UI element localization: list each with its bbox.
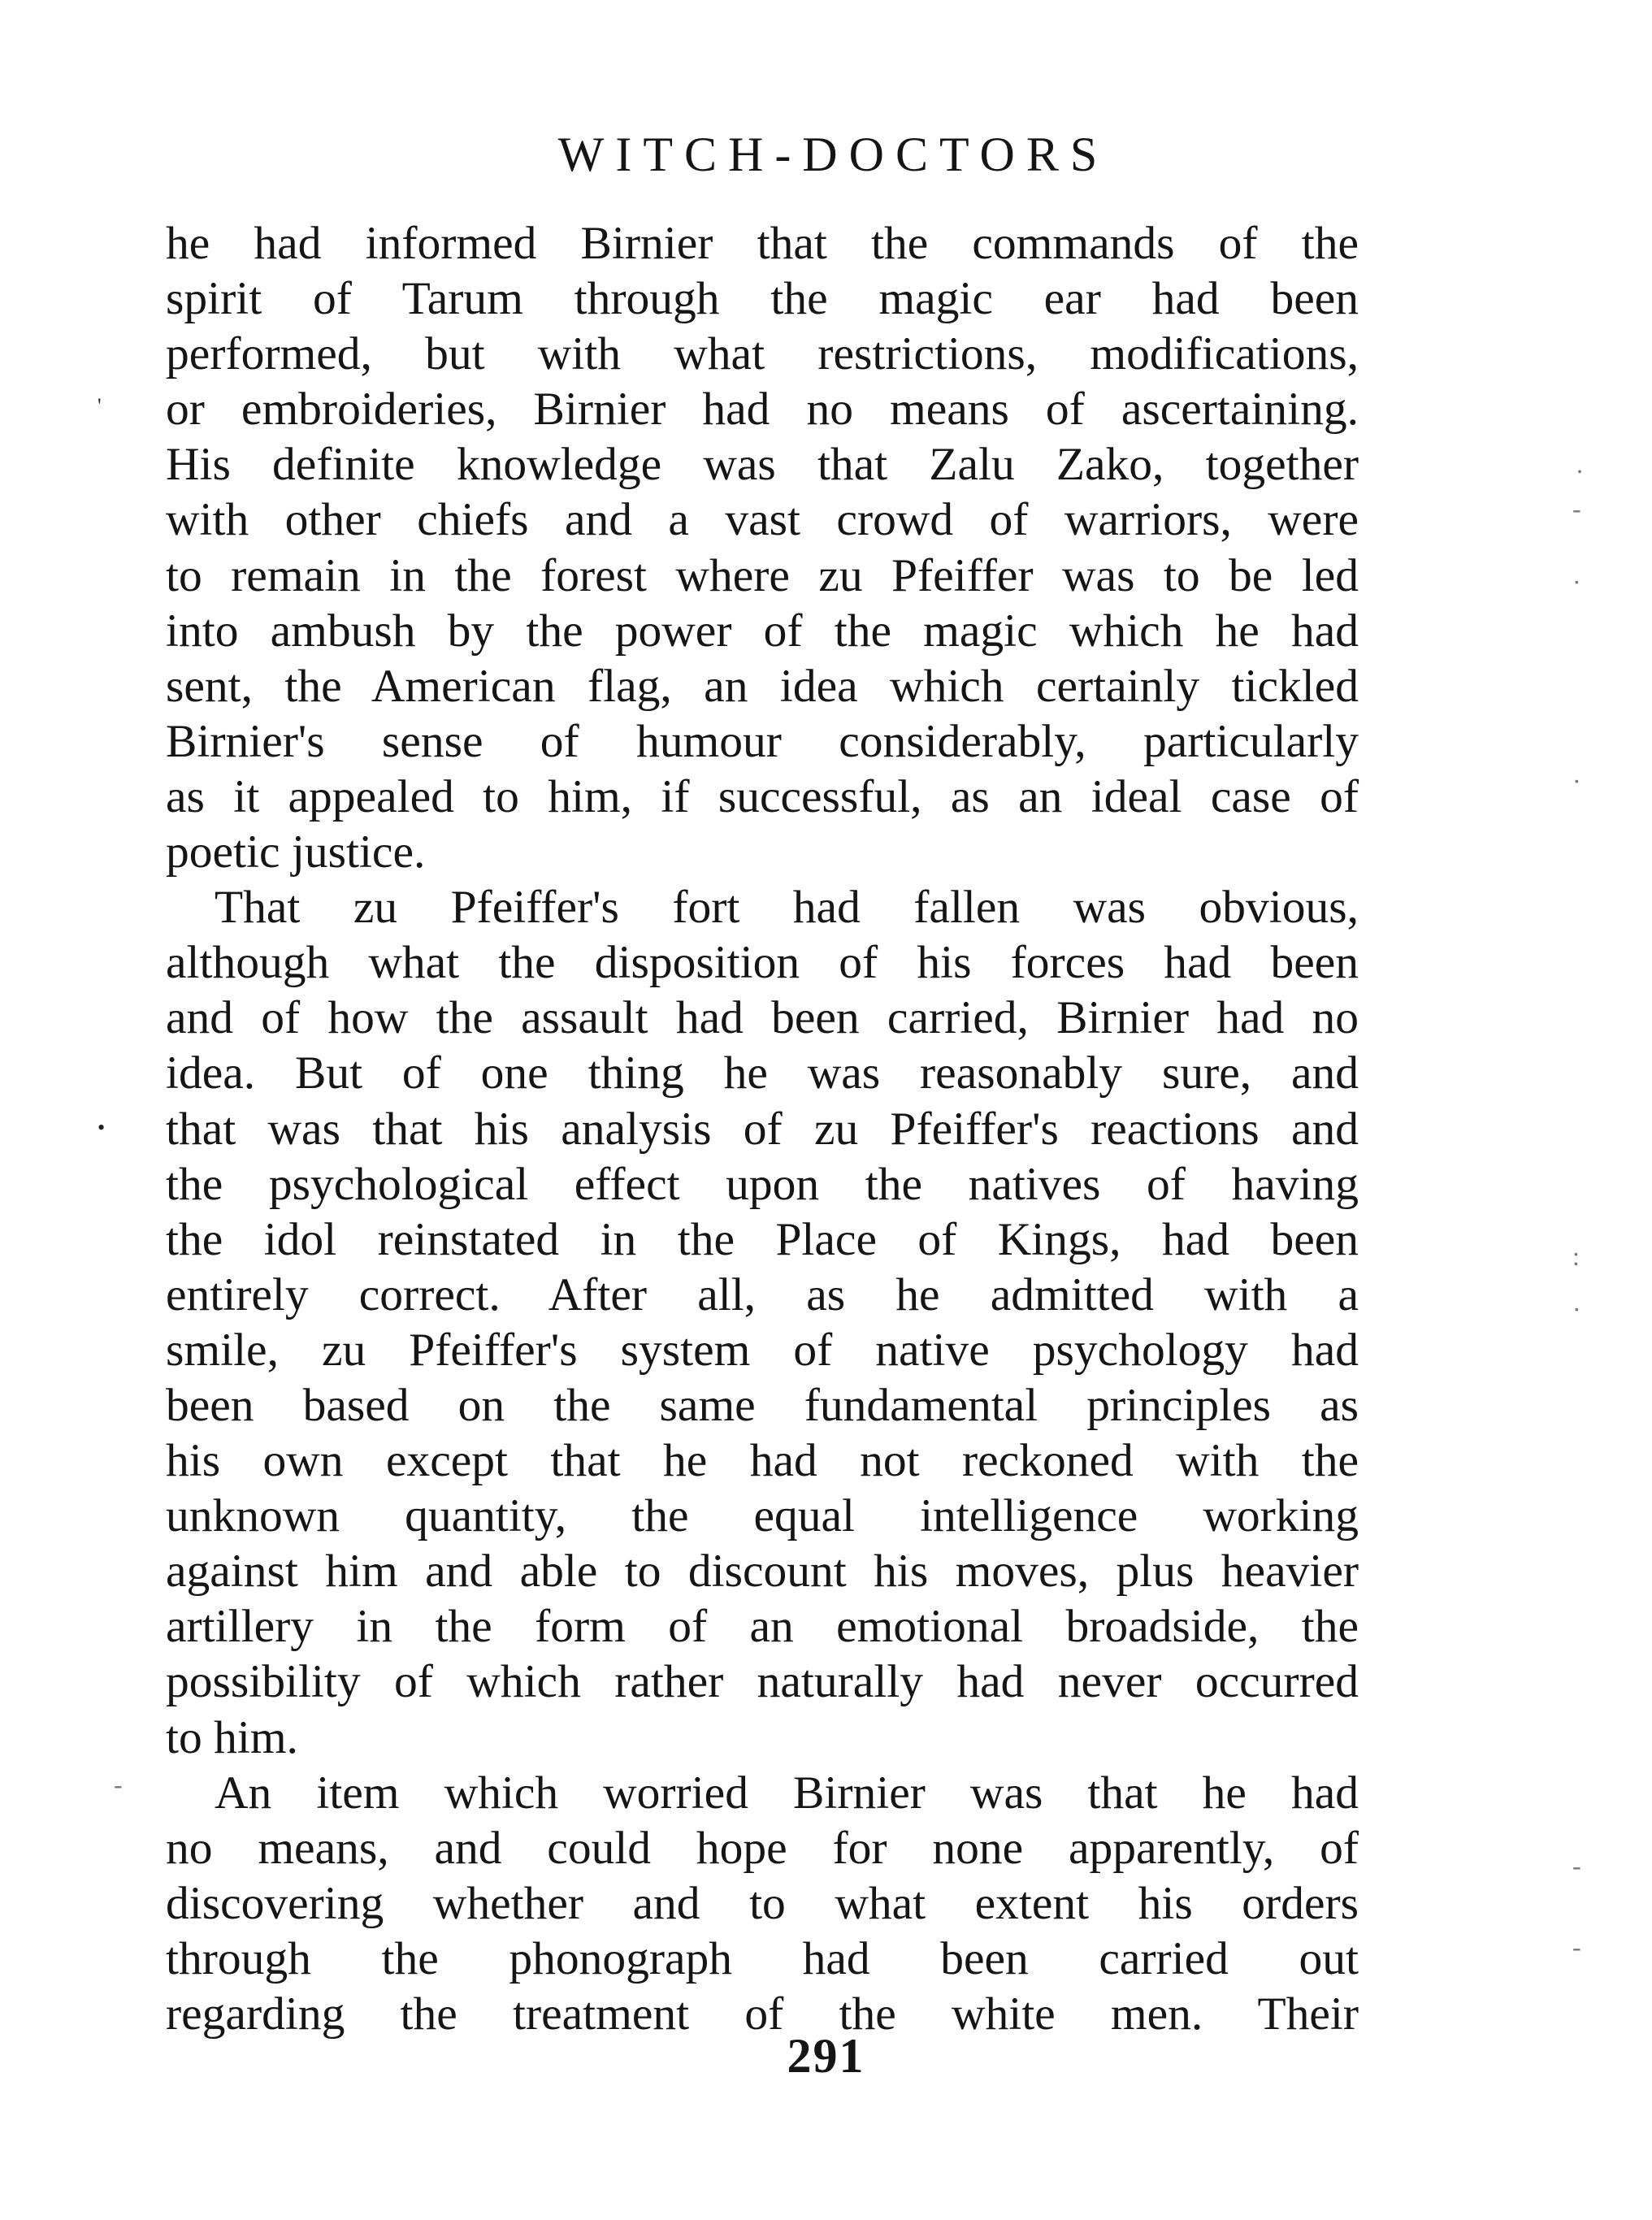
scan-speck: · (1572, 766, 1581, 796)
text-line: An item which worried Birnier was that he had (215, 1767, 1359, 1819)
scan-speck: . (1576, 449, 1583, 479)
text-line: although what the disposition of his forces had been (166, 937, 1359, 989)
text-line: as it appealed to him, if successful, as an ideal case of (166, 770, 1359, 822)
text-line: unknown quantity, the equal intelligence working (166, 1490, 1359, 1542)
text-line: poetic justice. (166, 826, 426, 878)
scan-speck: ' (98, 394, 102, 418)
text-line: with other chiefs and a vast crowd of warriors, were (166, 494, 1359, 546)
text-line: that was that his analysis of zu Pfeiffer's reactions and (166, 1103, 1359, 1155)
text-line: he had informed Birnier that the commands of the (166, 218, 1359, 269)
text-line: performed, but with what restrictions, modifications, (166, 328, 1359, 380)
text-line: his own except that he had not reckoned with the (166, 1435, 1359, 1487)
text-line: Birnier's sense of humour considerably, particularly (166, 715, 1359, 767)
scan-speck: - (1572, 1932, 1581, 1962)
text-line: entirely correct. After all, as he admitted with a (166, 1268, 1359, 1320)
text-line: the psychological effect upon the natives of having (166, 1158, 1359, 1210)
text-line: artillery in the form of an emotional broadside, the (166, 1601, 1359, 1653)
scan-speck: · (1572, 1294, 1581, 1324)
scan-speck: - (1572, 494, 1581, 523)
text-line: been based on the same fundamental principles as (166, 1379, 1359, 1431)
text-line: sent, the American flag, an idea which certainly tickled (166, 660, 1359, 712)
text-line: and of how the assault had been carried, Birnier had no (166, 992, 1359, 1044)
text-line: through the phonograph had been carried out (166, 1932, 1359, 1984)
scan-speck: - (1572, 1851, 1581, 1880)
scan-speck: · (1572, 567, 1581, 596)
text-line: to him. (166, 1711, 298, 1763)
text-line: regarding the treatment of the white men. Their (166, 1988, 1359, 2040)
text-line: discovering whether and to what extent his orders (166, 1877, 1359, 1929)
text-line: to remain in the forest where zu Pfeiffer was to be led (166, 549, 1359, 601)
text-line: possibility of which rather naturally had never occurred (166, 1656, 1359, 1708)
text-line: against him and able to discount his moves, plus heavier (166, 1546, 1359, 1598)
text-line: His definite knowledge was that Zalu Zako, together (166, 439, 1359, 491)
scan-speck: - (114, 1770, 123, 1799)
scan-speck: • (98, 1116, 106, 1139)
text-line: no means, and could hope for none apparently, of (166, 1822, 1359, 1874)
page-number: 291 (787, 2029, 865, 2083)
text-line: the idol reinstated in the Place of Kings, had been (166, 1213, 1359, 1265)
running-head: WITCH-DOCTORS (557, 128, 1109, 181)
text-line: idea. But of one thing he was reasonably sure, and (166, 1047, 1359, 1099)
text-line: That zu Pfeiffer's fort had fallen was obvious, (215, 882, 1359, 934)
body-text (166, 216, 1359, 2042)
text-line: spirit of Tarum through the magic ear had been (166, 273, 1359, 325)
text-line: or embroideries, Birnier had no means of ascertaining. (166, 384, 1359, 436)
text-line: smile, zu Pfeiffer's system of native psychology had (166, 1324, 1359, 1376)
text-line: into ambush by the power of the magic which he had (166, 605, 1359, 657)
scan-speck: : (1572, 1242, 1580, 1271)
